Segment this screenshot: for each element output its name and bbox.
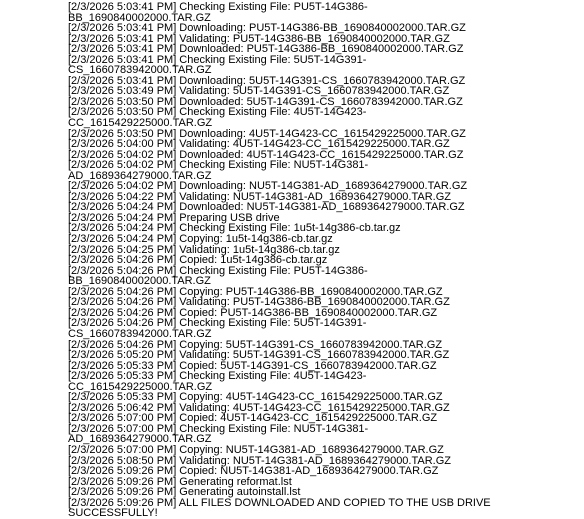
- log-line: [2/3/2026 5:04:26 PM] Checking Existing File: PU5T-14G386-BB_1690840002000.TAR.GZ: [68, 264, 368, 288]
- log-line: [2/3/2026 5:03:41 PM] Downloading: PU5T-14G386-BB_1690840002000.TAR.GZ: [68, 22, 466, 35]
- log-line: [2/3/2026 5:03:41 PM] Downloaded: PU5T-14G386-BB_1690840002000.TAR.GZ: [68, 43, 464, 56]
- log-line: [2/3/2026 5:05:33 PM] Copying: 4U5T-14G423-CC_1615429225000.TAR.GZ: [68, 391, 443, 404]
- log-line: [2/3/2026 5:04:00 PM] Validating: 4U5T-14G423-CC_1615429225000.TAR.GZ: [68, 138, 450, 151]
- log-line: [2/3/2026 5:03:50 PM] Downloaded: 5U5T-14G391-CS_1660783942000.TAR.GZ: [68, 95, 463, 108]
- log-line: [2/3/2026 5:09:26 PM] Generating reformat.lst: [68, 475, 292, 488]
- log-line: [2/3/2026 5:09:26 PM] Generating autoinstall.lst: [68, 486, 301, 499]
- log-line: [2/3/2026 5:07:00 PM] Checking Existing File: NU5T-14G381-AD_1689364279000.TAR.GZ: [68, 422, 369, 446]
- log-line: [2/3/2026 5:04:26 PM] Copying: 5U5T-14G391-CS_1660783942000.TAR.GZ: [68, 338, 443, 351]
- log-line-success: [2/3/2026 5:09:26 PM] ALL FILES DOWNLOADED AND COPIED TO THE USB DRIVE SUCCESSFULLY!: [68, 496, 494, 519]
- log-line: [2/3/2026 5:04:26 PM] Copying: PU5T-14G386-BB_1690840002000.TAR.GZ: [68, 285, 443, 298]
- log-line: [2/3/2026 5:04:26 PM] Copied: 1u5t-14g386-cb.tar.gz: [68, 254, 328, 267]
- log-line: [2/3/2026 5:04:24 PM] Copying: 1u5t-14g386-cb.tar.gz: [68, 233, 333, 246]
- log-line: [2/3/2026 5:04:02 PM] Downloading: NU5T-14G381-AD_1689364279000.TAR.GZ: [68, 180, 468, 193]
- log-line: [2/3/2026 5:04:22 PM] Validating: NU5T-14G381-AD_1689364279000.TAR.GZ: [68, 190, 451, 203]
- log-line: [2/3/2026 5:04:02 PM] Checking Existing File: NU5T-14G381-AD_1689364279000.TAR.GZ: [68, 159, 369, 182]
- log-line: [2/3/2026 5:03:41 PM] Downloading: 5U5T-14G391-CS_1660783942000.TAR.GZ: [68, 74, 466, 87]
- log-line: [2/3/2026 5:05:33 PM] Copied: 5U5T-14G391-CS_1660783942000.TAR.GZ: [68, 359, 437, 372]
- log-line: [2/3/2026 5:04:24 PM] Preparing USB drive: [68, 211, 280, 224]
- log-line: [2/3/2026 5:03:50 PM] Downloading: 4U5T-14G423-CC_1615429225000.TAR.GZ: [68, 127, 466, 140]
- log-line: [2/3/2026 5:04:02 PM] Downloaded: 4U5T-14G423-CC_1615429225000.TAR.GZ: [68, 148, 464, 161]
- log-line: [2/3/2026 5:03:50 PM] Checking Existing File: 4U5T-14G423-CC_1615429225000.TAR.GZ: [68, 106, 367, 130]
- log-line: [2/3/2026 5:03:41 PM] Validating: PU5T-14G386-BB_1690840002000.TAR.GZ: [68, 32, 450, 45]
- log-line: [2/3/2026 5:04:24 PM] Downloaded: NU5T-14G381-AD_1689364279000.TAR.GZ: [68, 201, 465, 214]
- log-line: [2/3/2026 5:04:25 PM] Validating: 1u5t-14g386-cb.tar.gz: [68, 243, 340, 256]
- log-line: [2/3/2026 5:03:41 PM] Checking Existing File: 5U5T-14G391-CS_1660783942000.TAR.GZ: [68, 53, 367, 77]
- log-line: [2/3/2026 5:03:49 PM] Validating: 5U5T-14G391-CS_1660783942000.TAR.GZ: [68, 85, 450, 98]
- log-line: [2/3/2026 5:07:00 PM] Copied: 4U5T-14G423-CC_1615429225000.TAR.GZ: [68, 412, 438, 425]
- log-line: [2/3/2026 5:05:33 PM] Checking Existing File: 4U5T-14G423-CC_1615429225000.TAR.GZ: [68, 370, 367, 393]
- log-line: [2/3/2026 5:04:26 PM] Checking Existing File: 5U5T-14G391-CS_1660783942000.TAR.GZ: [68, 317, 367, 340]
- log-line: [2/3/2026 5:05:20 PM] Validating: 5U5T-14G391-CS_1660783942000.TAR.GZ: [68, 349, 450, 362]
- log-line: [2/3/2026 5:06:42 PM] Validating: 4U5T-14G423-CC_1615429225000.TAR.GZ: [68, 401, 450, 414]
- log-list: [68, 2, 584, 519]
- log-line: [2/3/2026 5:04:26 PM] Copied: PU5T-14G386-BB_1690840002000.TAR.GZ: [68, 306, 438, 319]
- log-line: [2/3/2026 5:07:00 PM] Copying: NU5T-14G381-AD_1689364279000.TAR.GZ: [68, 443, 444, 456]
- log-line: [2/3/2026 5:03:41 PM] Checking Existing File: PU5T-14G386-BB_1690840002000.TAR.GZ: [68, 1, 368, 24]
- log-line: [2/3/2026 5:09:26 PM] Copied: NU5T-14G381-AD_1689364279000.TAR.GZ: [68, 465, 439, 478]
- log-line: [2/3/2026 5:04:24 PM] Checking Existing File: 1u5t-14g386-cb.tar.gz: [68, 222, 401, 235]
- log-line: [2/3/2026 5:04:26 PM] Validating: PU5T-14G386-BB_1690840002000.TAR.GZ: [68, 296, 450, 309]
- log-line: [2/3/2026 5:08:50 PM] Validating: NU5T-14G381-AD_1689364279000.TAR.GZ: [68, 454, 451, 467]
